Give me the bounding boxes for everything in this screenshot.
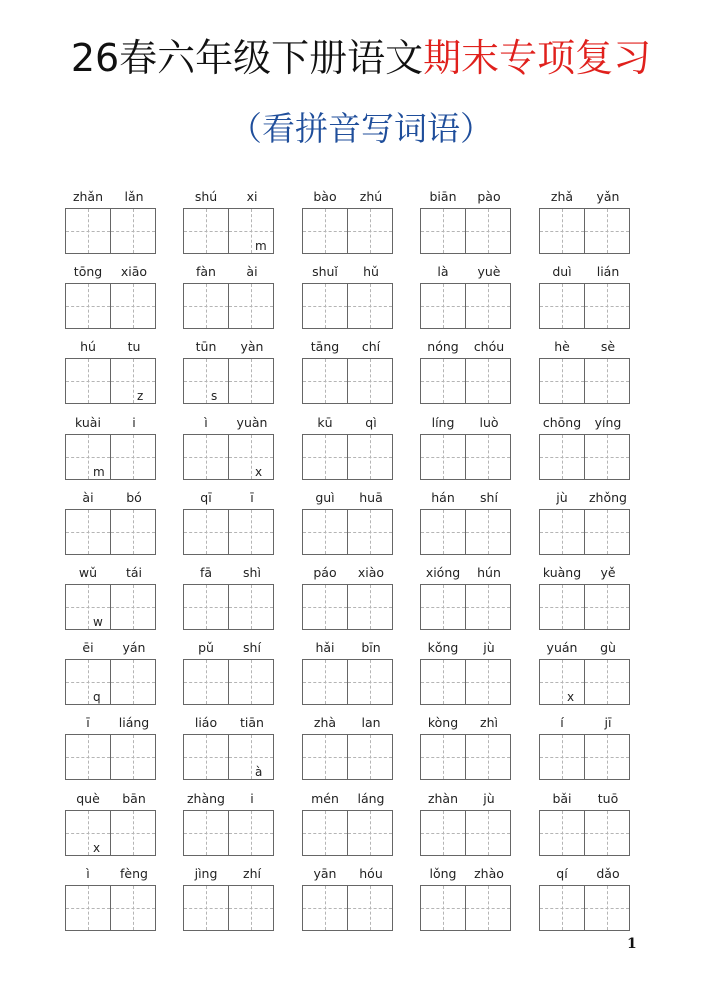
- word-item: [539, 338, 631, 404]
- pinyin-label: zhí: [243, 866, 261, 881]
- word-item: [539, 865, 631, 931]
- writing-box[interactable]: [420, 434, 466, 480]
- word-item: [539, 639, 631, 705]
- writing-box[interactable]: [110, 434, 156, 480]
- pinyin-label: líng: [431, 415, 455, 430]
- word-item: [302, 338, 394, 404]
- writing-box[interactable]: [420, 358, 466, 404]
- pinyin-label: huā: [359, 490, 383, 505]
- word-item: [420, 714, 512, 780]
- pinyin-label: bǎi: [552, 791, 572, 806]
- writing-box[interactable]: [539, 358, 585, 404]
- writing-box[interactable]: [228, 659, 274, 705]
- pinyin-label: zhǎn: [72, 189, 104, 204]
- word-item: [183, 188, 275, 254]
- writing-box[interactable]: [420, 885, 466, 931]
- word-item: [302, 639, 394, 705]
- letter-hint: m: [93, 465, 105, 479]
- writing-box[interactable]: [228, 208, 274, 254]
- page-subtitle: （看拼音写词语）: [229, 109, 493, 148]
- writing-box[interactable]: [228, 584, 274, 630]
- pinyin-label: ēi: [82, 640, 94, 655]
- letter-hint: x: [255, 465, 263, 479]
- page-number: 1: [627, 936, 637, 952]
- pinyin-label: yíng: [594, 415, 622, 430]
- writing-box[interactable]: [584, 358, 630, 404]
- pinyin-label: zhú: [359, 189, 383, 204]
- pinyin-label: zhà: [313, 715, 337, 730]
- pinyin-label: yǎn: [596, 189, 620, 204]
- pinyin-label: mén: [311, 791, 339, 806]
- pinyin-label: hè: [554, 339, 570, 354]
- writing-box[interactable]: [420, 283, 466, 329]
- pinyin-label: lián: [596, 264, 620, 279]
- writing-box[interactable]: [420, 208, 466, 254]
- pinyin-label: bīn: [361, 640, 381, 655]
- writing-box[interactable]: [539, 659, 585, 705]
- word-item: [302, 714, 394, 780]
- pinyin-label: chōng: [542, 415, 582, 430]
- title-highlight: 期末专项复习: [423, 36, 652, 80]
- word-item: [183, 263, 275, 329]
- word-item: [539, 714, 631, 780]
- writing-box[interactable]: [465, 734, 511, 780]
- word-item: [420, 564, 512, 630]
- letter-hint: q: [93, 690, 101, 704]
- pinyin-label: shuǐ: [312, 264, 338, 279]
- pinyin-label: hú: [80, 339, 96, 354]
- writing-box[interactable]: [539, 283, 585, 329]
- word-item: [420, 790, 512, 856]
- pinyin-label: hǎi: [315, 640, 335, 655]
- word-item: [302, 489, 394, 555]
- writing-box[interactable]: [347, 283, 393, 329]
- pinyin-label: jìng: [194, 866, 218, 881]
- writing-box[interactable]: [347, 434, 393, 480]
- writing-box[interactable]: [183, 659, 229, 705]
- writing-box[interactable]: [584, 283, 630, 329]
- writing-box[interactable]: [302, 885, 348, 931]
- pinyin-label: zhàng: [186, 791, 225, 806]
- writing-box[interactable]: [110, 885, 156, 931]
- pinyin-label: hán: [431, 490, 455, 505]
- pinyin-label: zhǎ: [550, 189, 574, 204]
- pinyin-label: xi: [246, 189, 258, 204]
- pinyin-label: í: [560, 715, 564, 730]
- pinyin-label: luò: [479, 415, 499, 430]
- pinyin-label: zhǒng: [589, 490, 627, 505]
- word-item: [420, 865, 512, 931]
- word-item: [302, 414, 394, 480]
- pinyin-label: fā: [199, 565, 213, 580]
- writing-box[interactable]: [65, 358, 111, 404]
- writing-box[interactable]: [228, 283, 274, 329]
- writing-box[interactable]: [228, 358, 274, 404]
- pinyin-label: fèng: [120, 866, 148, 881]
- pinyin-label: qì: [365, 415, 377, 430]
- pinyin-label: sè: [600, 339, 616, 354]
- word-item: [65, 865, 157, 931]
- letter-hint: x: [93, 841, 101, 855]
- pinyin-label: shì: [243, 565, 261, 580]
- writing-box[interactable]: [420, 734, 466, 780]
- word-item: [183, 714, 275, 780]
- writing-box[interactable]: [183, 208, 229, 254]
- writing-box[interactable]: [110, 358, 156, 404]
- writing-box[interactable]: [302, 434, 348, 480]
- word-item: [539, 489, 631, 555]
- word-item: [65, 790, 157, 856]
- pinyin-label: qī: [200, 490, 212, 505]
- word-item: [420, 414, 512, 480]
- writing-box[interactable]: [465, 584, 511, 630]
- pinyin-label: tāng: [310, 339, 340, 354]
- pinyin-label: shí: [480, 490, 498, 505]
- pinyin-label: kǒng: [427, 640, 459, 655]
- writing-box[interactable]: [539, 810, 585, 856]
- writing-box[interactable]: [183, 283, 229, 329]
- pinyin-label: duì: [552, 264, 572, 279]
- writing-box[interactable]: [584, 208, 630, 254]
- word-item: [302, 865, 394, 931]
- pinyin-label: jù: [483, 791, 495, 806]
- pinyin-label: kuàng: [542, 565, 582, 580]
- writing-box[interactable]: [584, 810, 630, 856]
- letter-hint: s: [211, 389, 218, 403]
- writing-box[interactable]: [65, 283, 111, 329]
- pinyin-label: gù: [600, 640, 616, 655]
- writing-box[interactable]: [465, 810, 511, 856]
- pinyin-label: liáo: [194, 715, 218, 730]
- writing-box[interactable]: [539, 208, 585, 254]
- pinyin-label: bó: [126, 490, 142, 505]
- writing-box[interactable]: [228, 509, 274, 555]
- pinyin-label: kū: [317, 415, 333, 430]
- writing-box[interactable]: [465, 283, 511, 329]
- word-item: [65, 188, 157, 254]
- word-item: [539, 790, 631, 856]
- pinyin-label: dǎo: [596, 866, 620, 881]
- pinyin-label: ī: [86, 715, 90, 730]
- pinyin-label: yuán: [546, 640, 578, 655]
- pinyin-label: ī: [250, 490, 254, 505]
- word-item: [183, 639, 275, 705]
- writing-box[interactable]: [347, 659, 393, 705]
- writing-box[interactable]: [228, 885, 274, 931]
- word-item: [539, 564, 631, 630]
- pinyin-label: xiāo: [120, 264, 148, 279]
- writing-box[interactable]: [347, 584, 393, 630]
- word-item: [420, 338, 512, 404]
- letter-hint: w: [93, 615, 103, 629]
- pinyin-label: zhì: [480, 715, 498, 730]
- word-item: [302, 263, 394, 329]
- writing-box[interactable]: [420, 509, 466, 555]
- writing-box[interactable]: [302, 358, 348, 404]
- pinyin-label: hǔ: [363, 264, 379, 279]
- writing-box[interactable]: [110, 283, 156, 329]
- pinyin-label: i: [132, 415, 136, 430]
- writing-box[interactable]: [65, 734, 111, 780]
- writing-box[interactable]: [65, 659, 111, 705]
- word-item: [420, 639, 512, 705]
- pinyin-label: zhàn: [427, 791, 459, 806]
- writing-box[interactable]: [539, 509, 585, 555]
- writing-box[interactable]: [302, 208, 348, 254]
- writing-box[interactable]: [584, 734, 630, 780]
- pinyin-label: pǔ: [198, 640, 214, 655]
- writing-box[interactable]: [347, 734, 393, 780]
- pinyin-label: láng: [357, 791, 385, 806]
- writing-box[interactable]: [584, 885, 630, 931]
- pinyin-label: lǎn: [124, 189, 144, 204]
- pinyin-label: là: [437, 264, 449, 279]
- writing-box[interactable]: [228, 434, 274, 480]
- pinyin-label: biān: [429, 189, 457, 204]
- pinyin-label: bān: [122, 791, 146, 806]
- pinyin-label: fàn: [196, 264, 216, 279]
- word-item: [65, 414, 157, 480]
- word-item: [183, 414, 275, 480]
- writing-box[interactable]: [65, 885, 111, 931]
- pinyin-label: yán: [122, 640, 146, 655]
- pinyin-label: shú: [194, 189, 218, 204]
- pinyin-label: què: [76, 791, 100, 806]
- word-item: [65, 338, 157, 404]
- pinyin-label: tu: [127, 339, 141, 354]
- pinyin-label: ài: [82, 490, 94, 505]
- word-item: [302, 564, 394, 630]
- pinyin-label: yě: [600, 565, 616, 580]
- writing-box[interactable]: [65, 208, 111, 254]
- writing-box[interactable]: [465, 509, 511, 555]
- word-item: [183, 865, 275, 931]
- writing-box[interactable]: [302, 283, 348, 329]
- pinyin-label: hún: [477, 565, 501, 580]
- pinyin-label: bào: [313, 189, 337, 204]
- writing-box[interactable]: [110, 509, 156, 555]
- writing-box[interactable]: [183, 810, 229, 856]
- pinyin-label: kuài: [75, 415, 101, 430]
- writing-box[interactable]: [584, 434, 630, 480]
- word-item: [65, 263, 157, 329]
- writing-box[interactable]: [110, 734, 156, 780]
- pinyin-label: xiào: [357, 565, 385, 580]
- pinyin-label: shí: [243, 640, 261, 655]
- pinyin-label: chóu: [473, 339, 505, 354]
- writing-box[interactable]: [65, 584, 111, 630]
- pinyin-label: yuè: [477, 264, 501, 279]
- pinyin-label: guì: [315, 490, 335, 505]
- word-item: [65, 564, 157, 630]
- writing-box[interactable]: [420, 659, 466, 705]
- writing-box[interactable]: [347, 810, 393, 856]
- pinyin-label: jù: [556, 490, 568, 505]
- pinyin-label: ì: [86, 866, 90, 881]
- writing-box[interactable]: [110, 584, 156, 630]
- pinyin-label: yàn: [240, 339, 264, 354]
- writing-box[interactable]: [110, 208, 156, 254]
- pinyin-label: nóng: [427, 339, 459, 354]
- letter-hint: z: [137, 389, 144, 403]
- writing-box[interactable]: [347, 208, 393, 254]
- writing-box[interactable]: [420, 810, 466, 856]
- word-item: [420, 188, 512, 254]
- pinyin-label: tái: [125, 565, 143, 580]
- pinyin-label: pào: [477, 189, 501, 204]
- writing-box[interactable]: [539, 584, 585, 630]
- writing-box[interactable]: [228, 810, 274, 856]
- writing-box[interactable]: [465, 659, 511, 705]
- writing-box[interactable]: [110, 810, 156, 856]
- letter-hint: m: [255, 239, 267, 253]
- writing-box[interactable]: [302, 810, 348, 856]
- writing-box[interactable]: [465, 358, 511, 404]
- writing-box[interactable]: [183, 509, 229, 555]
- pinyin-label: qí: [556, 866, 568, 881]
- pinyin-label: páo: [313, 565, 337, 580]
- pinyin-label: i: [250, 791, 254, 806]
- letter-hint: x: [567, 690, 575, 704]
- pinyin-label: zhào: [474, 866, 504, 881]
- writing-box[interactable]: [584, 584, 630, 630]
- pinyin-label: tūn: [195, 339, 217, 354]
- writing-box[interactable]: [465, 434, 511, 480]
- pinyin-label: chí: [361, 339, 381, 354]
- letter-hint: à: [255, 765, 263, 779]
- pinyin-label: yuàn: [236, 415, 268, 430]
- word-item: [420, 489, 512, 555]
- word-item: [420, 263, 512, 329]
- word-item: [65, 714, 157, 780]
- word-item: [539, 263, 631, 329]
- word-item: [183, 564, 275, 630]
- pinyin-label: lan: [361, 715, 381, 730]
- writing-box[interactable]: [183, 434, 229, 480]
- word-item: [183, 790, 275, 856]
- pinyin-label: tōng: [73, 264, 103, 279]
- writing-box[interactable]: [65, 810, 111, 856]
- word-item: [302, 188, 394, 254]
- title-main: 26春六年级下册语文: [70, 36, 424, 80]
- word-item: [539, 414, 631, 480]
- writing-box[interactable]: [465, 208, 511, 254]
- writing-box[interactable]: [183, 358, 229, 404]
- writing-box[interactable]: [302, 584, 348, 630]
- pinyin-label: yān: [313, 866, 337, 881]
- pinyin-label: tiān: [240, 715, 264, 730]
- pinyin-label: liáng: [118, 715, 150, 730]
- pinyin-label: lǒng: [429, 866, 457, 881]
- writing-box[interactable]: [302, 659, 348, 705]
- writing-box[interactable]: [584, 509, 630, 555]
- pinyin-label: ài: [246, 264, 258, 279]
- writing-box[interactable]: [65, 509, 111, 555]
- writing-box[interactable]: [183, 584, 229, 630]
- writing-box[interactable]: [347, 885, 393, 931]
- word-item: [183, 338, 275, 404]
- word-item: [65, 489, 157, 555]
- pinyin-label: xióng: [425, 565, 461, 580]
- word-item: [65, 639, 157, 705]
- pinyin-label: jī: [604, 715, 612, 730]
- word-item: [183, 489, 275, 555]
- writing-box[interactable]: [539, 734, 585, 780]
- writing-box[interactable]: [420, 584, 466, 630]
- writing-box[interactable]: [465, 885, 511, 931]
- word-item: [539, 188, 631, 254]
- writing-box[interactable]: [183, 885, 229, 931]
- writing-box[interactable]: [539, 434, 585, 480]
- writing-box[interactable]: [183, 734, 229, 780]
- writing-box[interactable]: [347, 509, 393, 555]
- writing-box[interactable]: [539, 885, 585, 931]
- pinyin-label: kòng: [427, 715, 459, 730]
- pinyin-label: ì: [204, 415, 208, 430]
- pinyin-label: jù: [483, 640, 495, 655]
- writing-box[interactable]: [302, 509, 348, 555]
- pinyin-label: hóu: [359, 866, 383, 881]
- writing-box[interactable]: [110, 659, 156, 705]
- writing-box[interactable]: [302, 734, 348, 780]
- writing-box[interactable]: [347, 358, 393, 404]
- writing-box[interactable]: [584, 659, 630, 705]
- word-item: [302, 790, 394, 856]
- pinyin-label: tuō: [597, 791, 619, 806]
- writing-box[interactable]: [228, 734, 274, 780]
- pinyin-label: wǔ: [78, 565, 98, 580]
